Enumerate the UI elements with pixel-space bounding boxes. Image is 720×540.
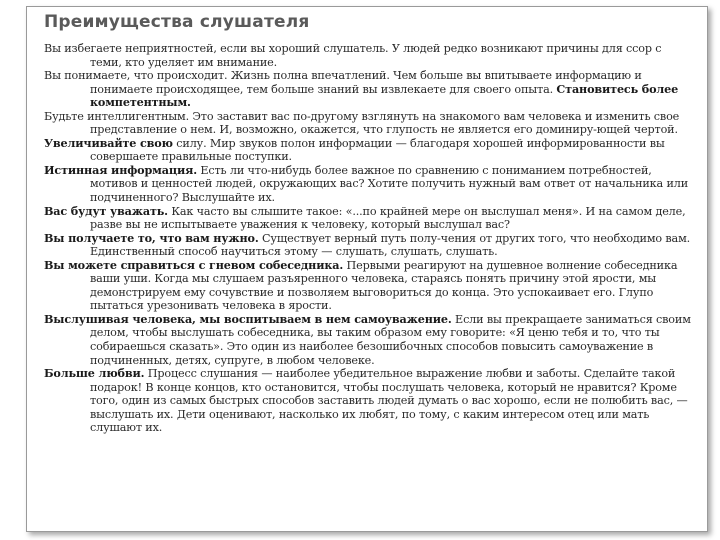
paragraph-more-love	[44, 367, 696, 435]
slide-body	[44, 42, 696, 435]
paragraph-lead: Выслушивая человека, мы воспитываем в нем самоуважение.	[44, 311, 452, 326]
paragraph-lead: Больше любви.	[44, 366, 145, 381]
paragraph-self-esteem	[44, 313, 696, 367]
slide-title: Преимущества слушателя	[44, 12, 310, 32]
paragraph-text: Как часто вы слышите такое: «...по крайней мере он выслушал меня». И на самом деле, разве вы не испытываете уважения к человеку, который выслушал вас?	[90, 204, 686, 232]
paragraph-lead: Вы получаете то, что вам нужно.	[44, 230, 259, 245]
paragraph-respect	[44, 205, 696, 232]
paragraph-understand	[44, 69, 696, 110]
paragraph-bold-end: Становитесь более компетентным.	[90, 81, 679, 110]
paragraph-get-what-you-need	[44, 232, 696, 259]
paragraph-text: силу. Мир звуков полон информации — благодаря хорошей информированности вы совершаете правильные поступки.	[90, 136, 665, 164]
paragraph-text: Существует верный путь полу-чения от других того, что необходимо вам. Единственный способ научиться этому — слушать, слушать, слушать.	[90, 231, 691, 259]
paragraph-text: Если вы прекращаете заниматься своим делом, чтобы выслушать собеседника, вы таким образом ему говорите: «Я ценю тебя и то, что ты собираешься сказать». Это один из наиболее безошибочных способов повысить самоуважение в подчиненных, детях, супруге, в любом человеке.	[90, 312, 691, 367]
paragraph-true-information	[44, 164, 696, 205]
paragraph-text: Первыми реагируют на душевное волнение собеседника ваши уши. Когда мы слушаем разъяренного человека, стараясь понять причину этой ярости, мы демонстрируем ему сочувствие и позволяем выговориться до конца. Это успокаивает его. Глупо пытаться урезонивать человека в ярости.	[90, 258, 678, 313]
paragraph-avoid-trouble	[44, 42, 696, 69]
paragraph-text: Процесс слушания — наиболее убедительное выражение любви и заботы. Сделайте такой подарок! В конце концов, кто остановится, чтобы послушать человека, который не нравится? Кроме того, один из самых быстрых способов заставить людей думать о вас хорошо, если не полюбить вас, — выслушать их. Дети оценивают, насколько их любят, по тому, с каким интересом отец или мать слушают их.	[90, 367, 688, 435]
paragraph-text: Будьте интеллигентным. Это заставит вас по-другому взглянуть на знакомого вам человека и изменить свое представление о нем. И, возможно, окажется, что глупость не является его доминиру-ющей чертой.	[44, 109, 680, 137]
paragraph-lead: Вас будут уважать.	[44, 203, 168, 218]
paragraph-text: Есть ли что-нибудь более важное по сравнению с пониманием потребностей, мотивов и ценностей людей, окружающих вас? Хотите получить нужный вам ответ от начальника или подчиненного? Выслушайте их.	[90, 163, 689, 205]
paragraph-lead: Вы можете справиться с гневом собеседника.	[44, 257, 344, 272]
paragraph-text: Вы понимаете, что происходит. Жизнь полна впечатлений. Чем больше вы впитываете информацию и понимаете происходящее, тем больше знаний вы извлекаете для своего опыта.	[44, 69, 642, 96]
paragraph-lead: Увеличивайте свою	[44, 135, 173, 150]
paragraph-text: Вы избегаете неприятностей, если вы хороший слушатель. У людей редко возникают причины для ссор с теми, кто уделяет им внимание.	[44, 42, 662, 69]
paragraph-anger	[44, 259, 696, 313]
paragraph-power	[44, 137, 696, 164]
paragraph-lead: Истинная информация.	[44, 162, 197, 177]
paragraph-intelligent	[44, 110, 696, 137]
